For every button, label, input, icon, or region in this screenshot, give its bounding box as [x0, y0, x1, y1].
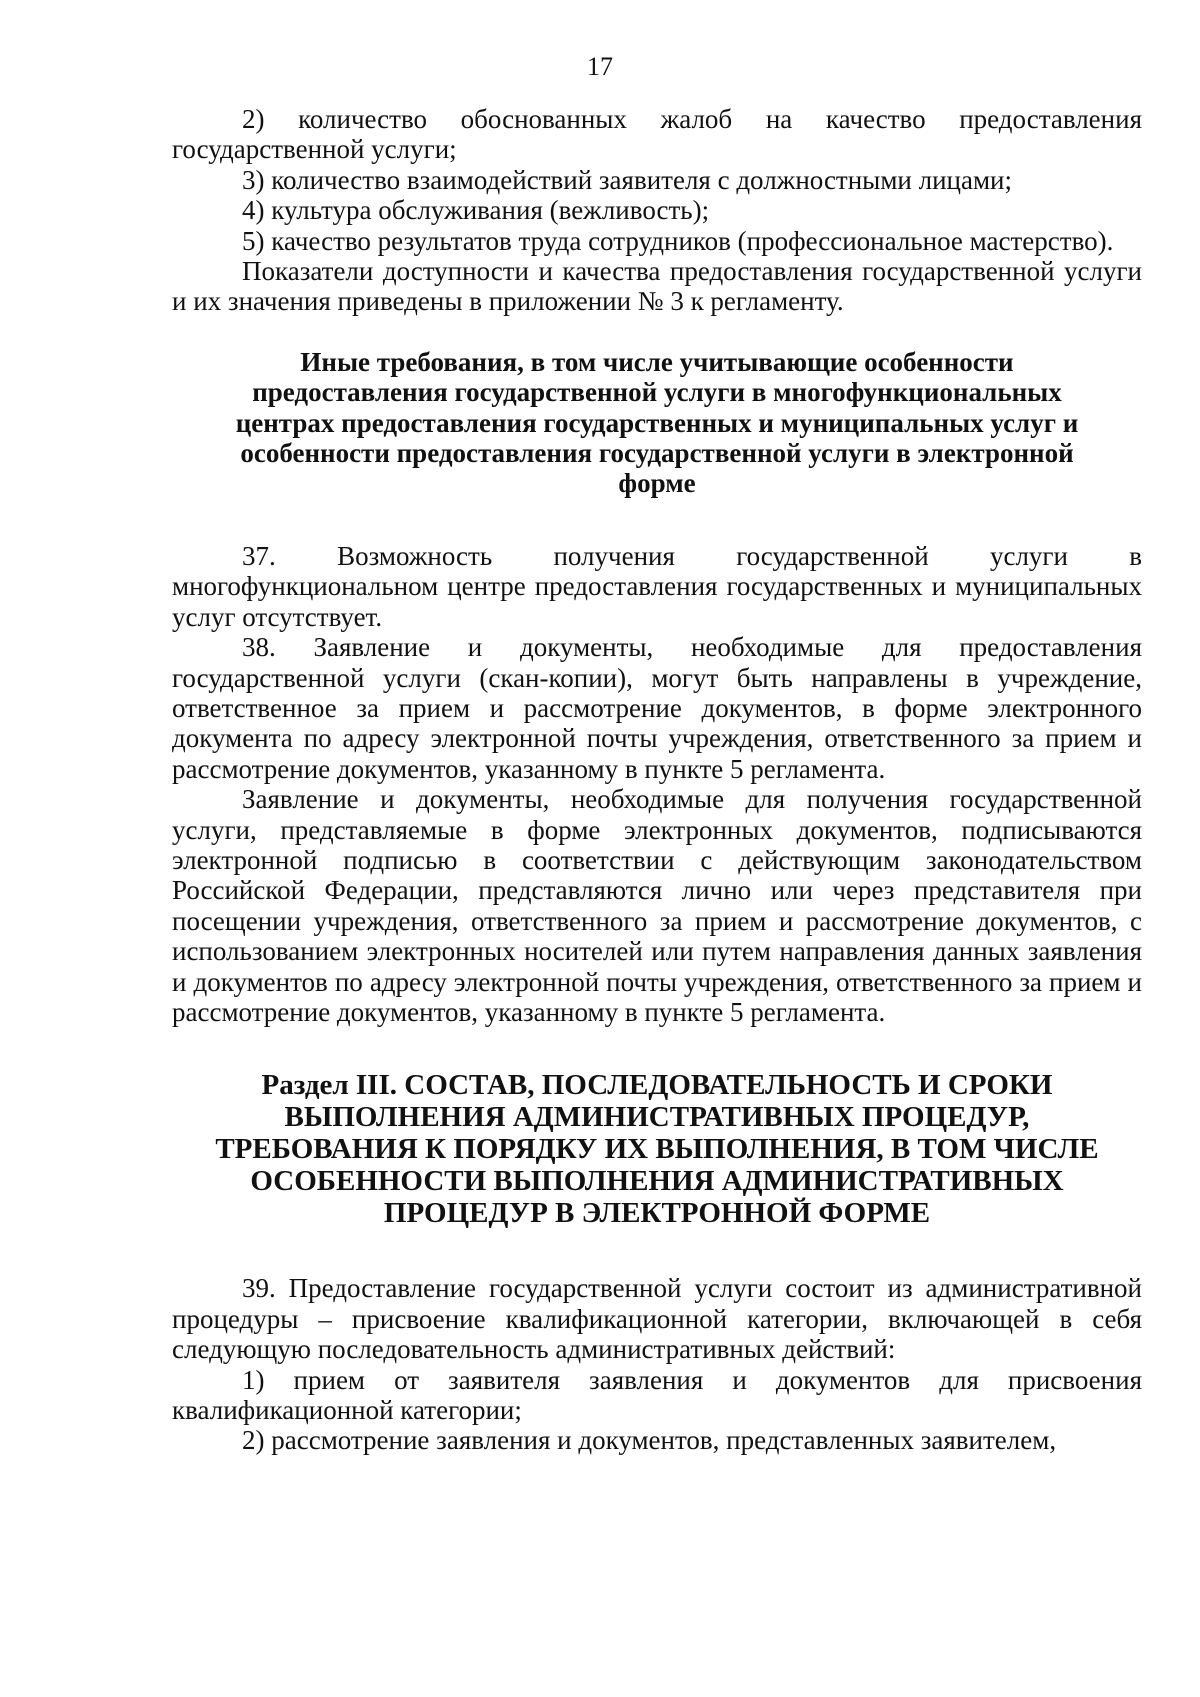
paragraph: Показатели доступности и качества предоставления государственной услуги и их значения приведены в приложении № 3 к регламенту. — [172, 256, 1142, 317]
paragraph: 2) рассмотрение заявления и документов, представленных заявителем, — [242, 1425, 1057, 1456]
paragraph: 1) прием от заявителя заявления и документов для присвоения квалификационной категории; — [172, 1364, 1142, 1425]
paragraph: 4) культура обслуживания (вежливость); — [242, 195, 710, 226]
subsection-heading: Иные требования, в том числе учитывающие особенности предоставления государственной услуги в многофункциональных центрах предоставления государственных и муниципальных услуг и особенности предоставления государственной услуги в электронной форме — [235, 346, 1079, 499]
paragraph: Заявление и документы, необходимые для получения государственной услуги, представляемые в форме электронных документов, подписываются электронной подписью в соответствии с действующим законодательством Российской Федерации, представляются лично или через представителя при посещении учреждения, ответственного за прием и рассмотрение документов, с использованием электронных носителей или путем направления данных заявления и документов по адресу электронной почты учреждения, ответственного за прием и рассмотрение документов, указанному в пункте 5 регламента. — [172, 784, 1142, 1027]
section-heading: Раздел III. СОСТАВ, ПОСЛЕДОВАТЕЛЬНОСТЬ И СРОКИ ВЫПОЛНЕНИЯ АДМИНИСТРАТИВНЫХ ПРОЦЕДУР, ТРЕБОВАНИЯ К ПОРЯДКУ ИХ ВЫПОЛНЕНИЯ, В ТОМ ЧИСЛЕ ОСОБЕННОСТИ ВЫПОЛНЕНИЯ АДМИНИСТРАТИВНЫХ ПРОЦЕДУР В ЭЛЕКТРОННОЙ ФОРМЕ — [215, 1069, 1099, 1230]
paragraph: 39. Предоставление государственной услуги состоит из административной процедуры – присвоение квалификационной категории, включающей в себя следующую последовательность административных действий: — [172, 1273, 1142, 1365]
page-body — [172, 104, 1142, 1456]
paragraph: 38. Заявление и документы, необходимые для предоставления государственной услуги (скан-копии), могут быть направлены в учреждение, ответственное за прием и рассмотрение документов, в форме электронного документа по адресу электронной почты учреждения, ответственного за прием и рассмотрение документов, указанному в пункте 5 регламента. — [172, 632, 1142, 784]
paragraph: 5) качество результатов труда сотрудников (профессиональное мастерство). — [242, 225, 1114, 256]
spacer — [172, 317, 1142, 347]
spacer — [172, 1027, 1142, 1069]
paragraph: 37. Возможность получения государственной услуги в многофункциональном центре предоставления государственных и муниципальных услуг отсутствует. — [172, 540, 1142, 632]
spacer — [172, 1229, 1142, 1273]
spacer — [172, 499, 1142, 541]
page-number: 17 — [587, 52, 613, 81]
paragraph: 2) количество обоснованных жалоб на качество предоставления государственной услуги; — [172, 104, 1142, 165]
paragraph: 3) количество взаимодействий заявителя с должностными лицами; — [242, 164, 1013, 195]
